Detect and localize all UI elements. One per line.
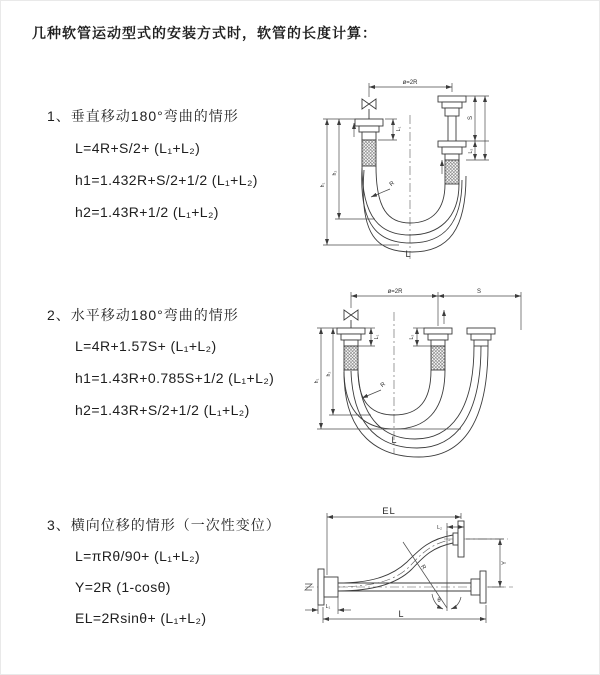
h1-dim-label: h₁ [320, 182, 326, 188]
s-dim-label: S [468, 115, 474, 121]
braided-hose-section [445, 160, 459, 184]
l1-dim-label: L₁ [374, 334, 380, 340]
r-dim-label: R [379, 381, 387, 389]
section2-heading: 2、水平移动180°弯曲的情形 [47, 307, 239, 323]
section3-formula-y: Y=2R (1-cosθ) [75, 579, 171, 595]
valve-icon [344, 310, 358, 328]
section1-heading: 1、垂直移动180°弯曲的情形 [47, 108, 239, 124]
length-label: L [398, 609, 404, 619]
r-dim-label: R [419, 563, 427, 571]
length-label: L [391, 435, 397, 445]
r-leader-arrow [362, 390, 381, 398]
hose-u-bend [344, 346, 488, 457]
h2-dim-label: h₂ [332, 170, 338, 176]
el-dim-label: EL [382, 506, 396, 517]
left-fitting [337, 328, 365, 370]
section1-formula-h1: h1=1.432R+S/2+1/2 (L₁+L₂) [75, 172, 258, 188]
right-fitting [467, 328, 495, 346]
h2-dim-label: h₂ [326, 371, 332, 377]
left-fitting [355, 119, 383, 166]
section3-formula-l: L=πRθ/90+ (L₁+L₂) [75, 548, 201, 564]
section2-formula-h1: h1=1.43R+0.785S+1/2 (L₁+L₂) [75, 370, 275, 386]
diagram-vertical-180-bend [313, 73, 523, 263]
page-title: 几种软管运动型式的安装方式时，软管的长度计算： [32, 25, 377, 41]
hose-centerline [331, 539, 456, 587]
middle-fitting [424, 328, 452, 370]
braided-hose-section [362, 140, 376, 166]
y-dim-label: Y [502, 560, 508, 566]
section3-formula-el: EL=2Rsinθ+ (L₁+L₂) [75, 610, 207, 626]
span-dim-label: ø=2R [387, 289, 403, 295]
span-dim-label: ø=2R [402, 80, 418, 86]
r-dim-label: R [388, 180, 396, 188]
section2-formula-l: L=4R+1.57S+ (L₁+L₂) [75, 338, 217, 354]
r-leader-arrow [371, 189, 390, 197]
l1-dim-label: L₁ [325, 604, 331, 610]
h1-dim-label: h₁ [314, 378, 320, 384]
section2-formula-h2: h2=1.43R+S/2+1/2 (L₁+L₂) [75, 402, 250, 418]
theta-label: θ [437, 598, 441, 604]
right-fitting [471, 571, 486, 603]
upper-fitting [453, 521, 464, 557]
length-label: L [405, 249, 411, 259]
section3-heading: 3、横向位移的情形（一次性变位） [47, 517, 281, 533]
l2-dim-label: L₂ [437, 525, 442, 531]
theta-arc-arrow [451, 597, 461, 609]
s-dim-label: S [476, 289, 482, 295]
l1-dim-label: L₁ [396, 126, 402, 132]
section1-formula-h2: h2=1.43R+1/2 (L₁+L₂) [75, 204, 219, 220]
section1-formula-l: L=4R+S/2+ (L₁+L₂) [75, 140, 201, 156]
diagram-horizontal-180-bend [311, 284, 529, 464]
l2-dim-label: L₂ [468, 148, 474, 154]
braided-hose-section [344, 346, 358, 370]
l2-dim-label: L₂ [409, 334, 415, 340]
left-fitting [318, 569, 338, 605]
braided-hose-section [431, 346, 445, 370]
diagram-lateral-displacement [301, 501, 600, 651]
valve-icon [362, 99, 376, 119]
